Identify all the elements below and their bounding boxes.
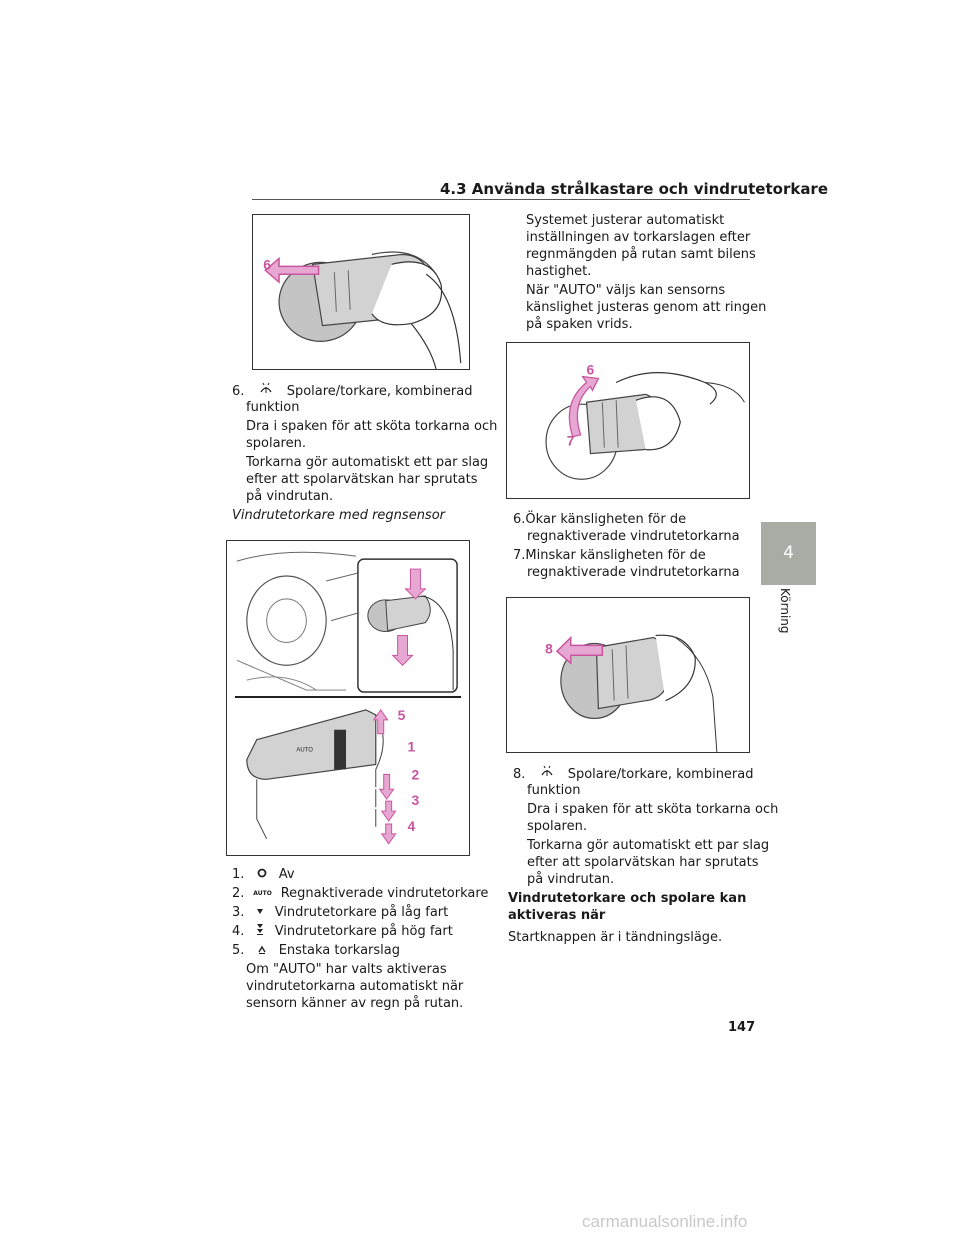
- figure-label: 6: [263, 256, 271, 273]
- figure-rain-sensor-lever: [226, 540, 470, 856]
- item-8-title: 8. Spolare/torkare, kombinerad: [513, 767, 754, 782]
- item-8-note-line: Torkarna gör automatiskt ett par slag: [527, 838, 770, 853]
- figure-lever-pull: [252, 214, 470, 370]
- intro-line: hastighet.: [526, 264, 592, 279]
- list-item: 7.Minskar känsligheten för de: [513, 548, 706, 563]
- auto-icon: AUTO: [253, 890, 272, 897]
- list-item-cont: regnaktiverade vindrutetorkarna: [527, 565, 740, 580]
- lever-pull-illustration: [253, 215, 469, 369]
- item-6-desc-line: spolaren.: [246, 436, 306, 451]
- off-circle-icon: [255, 866, 269, 883]
- intro-line: regnmängden på rutan samt bilens: [526, 247, 756, 262]
- intro-line: Systemet justerar automatiskt: [526, 213, 725, 228]
- figure-lever-pull-8: [506, 597, 750, 753]
- lever-auto-text: AUTO: [296, 747, 313, 754]
- list-item: 5. Enstaka torkarslag: [232, 943, 400, 958]
- figure-label: 8: [545, 640, 553, 657]
- low-speed-icon: [253, 904, 267, 921]
- item-8-note-line: på vindrutan.: [527, 872, 615, 887]
- single-wipe-icon: [255, 942, 269, 959]
- figure-sensitivity-ring: [506, 342, 750, 499]
- intro-line: på spaken vrids.: [526, 317, 633, 332]
- list-item: 2. AUTO Regnaktiverade vindrutetorkare: [232, 886, 489, 901]
- auto-note-line: sensorn känner av regn på rutan.: [246, 996, 464, 1011]
- section-header: 4.3 Använda strålkastare och vindrutetorkare: [440, 180, 829, 198]
- list-item-cont: regnaktiverade vindrutetorkarna: [527, 529, 740, 544]
- activation-condition: Startknappen är i tändningsläge.: [508, 930, 723, 945]
- item-6-title: 6. Spolare/torkare, kombinerad: [232, 384, 473, 399]
- item-6-note-line: efter att spolarvätskan har sprutats: [246, 472, 478, 487]
- list-item: 1. Av: [232, 867, 295, 882]
- figure-label: 3: [411, 792, 420, 809]
- activation-heading: Vindrutetorkare och spolare kan: [508, 891, 747, 906]
- figure-label: 7: [566, 432, 575, 449]
- intro-line: När "AUTO" väljs kan sensorns: [526, 283, 726, 298]
- list-item: 6.Ökar känsligheten för de: [513, 512, 687, 527]
- chapter-tab: 4: [761, 522, 816, 585]
- item-8-desc-line: spolaren.: [527, 819, 587, 834]
- item-8-title-cont: funktion: [527, 783, 581, 798]
- item-6-desc-line: Dra i spaken för att sköta torkarna och: [246, 419, 498, 434]
- item-6-note-line: på vindrutan.: [246, 489, 334, 504]
- figure-label: 2: [411, 766, 420, 783]
- item-6-note-line: Torkarna gör automatiskt ett par slag: [246, 455, 489, 470]
- activation-heading: aktiveras när: [508, 908, 606, 923]
- item-8-desc-line: Dra i spaken för att sköta torkarna och: [527, 802, 779, 817]
- list-item: 4. Vindrutetorkare på hög fart: [232, 924, 453, 939]
- watermark: carmanualsonline.info: [582, 1212, 748, 1231]
- auto-note-line: vindrutetorkarna automatiskt när: [246, 979, 464, 994]
- subheading-rain-sensor: Vindrutetorkare med regnsensor: [232, 508, 446, 523]
- figure-label: 1: [407, 738, 416, 755]
- figure-label: 6: [586, 361, 595, 378]
- item-6-title-cont: funktion: [246, 400, 300, 415]
- intro-line: känslighet justeras genom att ringen: [526, 300, 767, 315]
- figure-label: 5: [397, 706, 406, 723]
- high-speed-icon: [253, 923, 267, 940]
- list-item: 3. Vindrutetorkare på låg fart: [232, 905, 449, 920]
- rain-sensor-illustration: [227, 541, 469, 855]
- chapter-label: Körning: [778, 588, 792, 634]
- intro-line: inställningen av torkarslagen efter: [526, 230, 751, 245]
- auto-note-line: Om "AUTO" har valts aktiveras: [246, 962, 447, 977]
- item-8-note-line: efter att spolarvätskan har sprutats: [527, 855, 759, 870]
- figure-label: 4: [407, 817, 416, 834]
- lever-pull-8-illustration: [507, 598, 749, 752]
- page-number: 147: [728, 1020, 756, 1035]
- header-divider: [252, 199, 750, 200]
- sensitivity-ring-illustration: [507, 343, 749, 498]
